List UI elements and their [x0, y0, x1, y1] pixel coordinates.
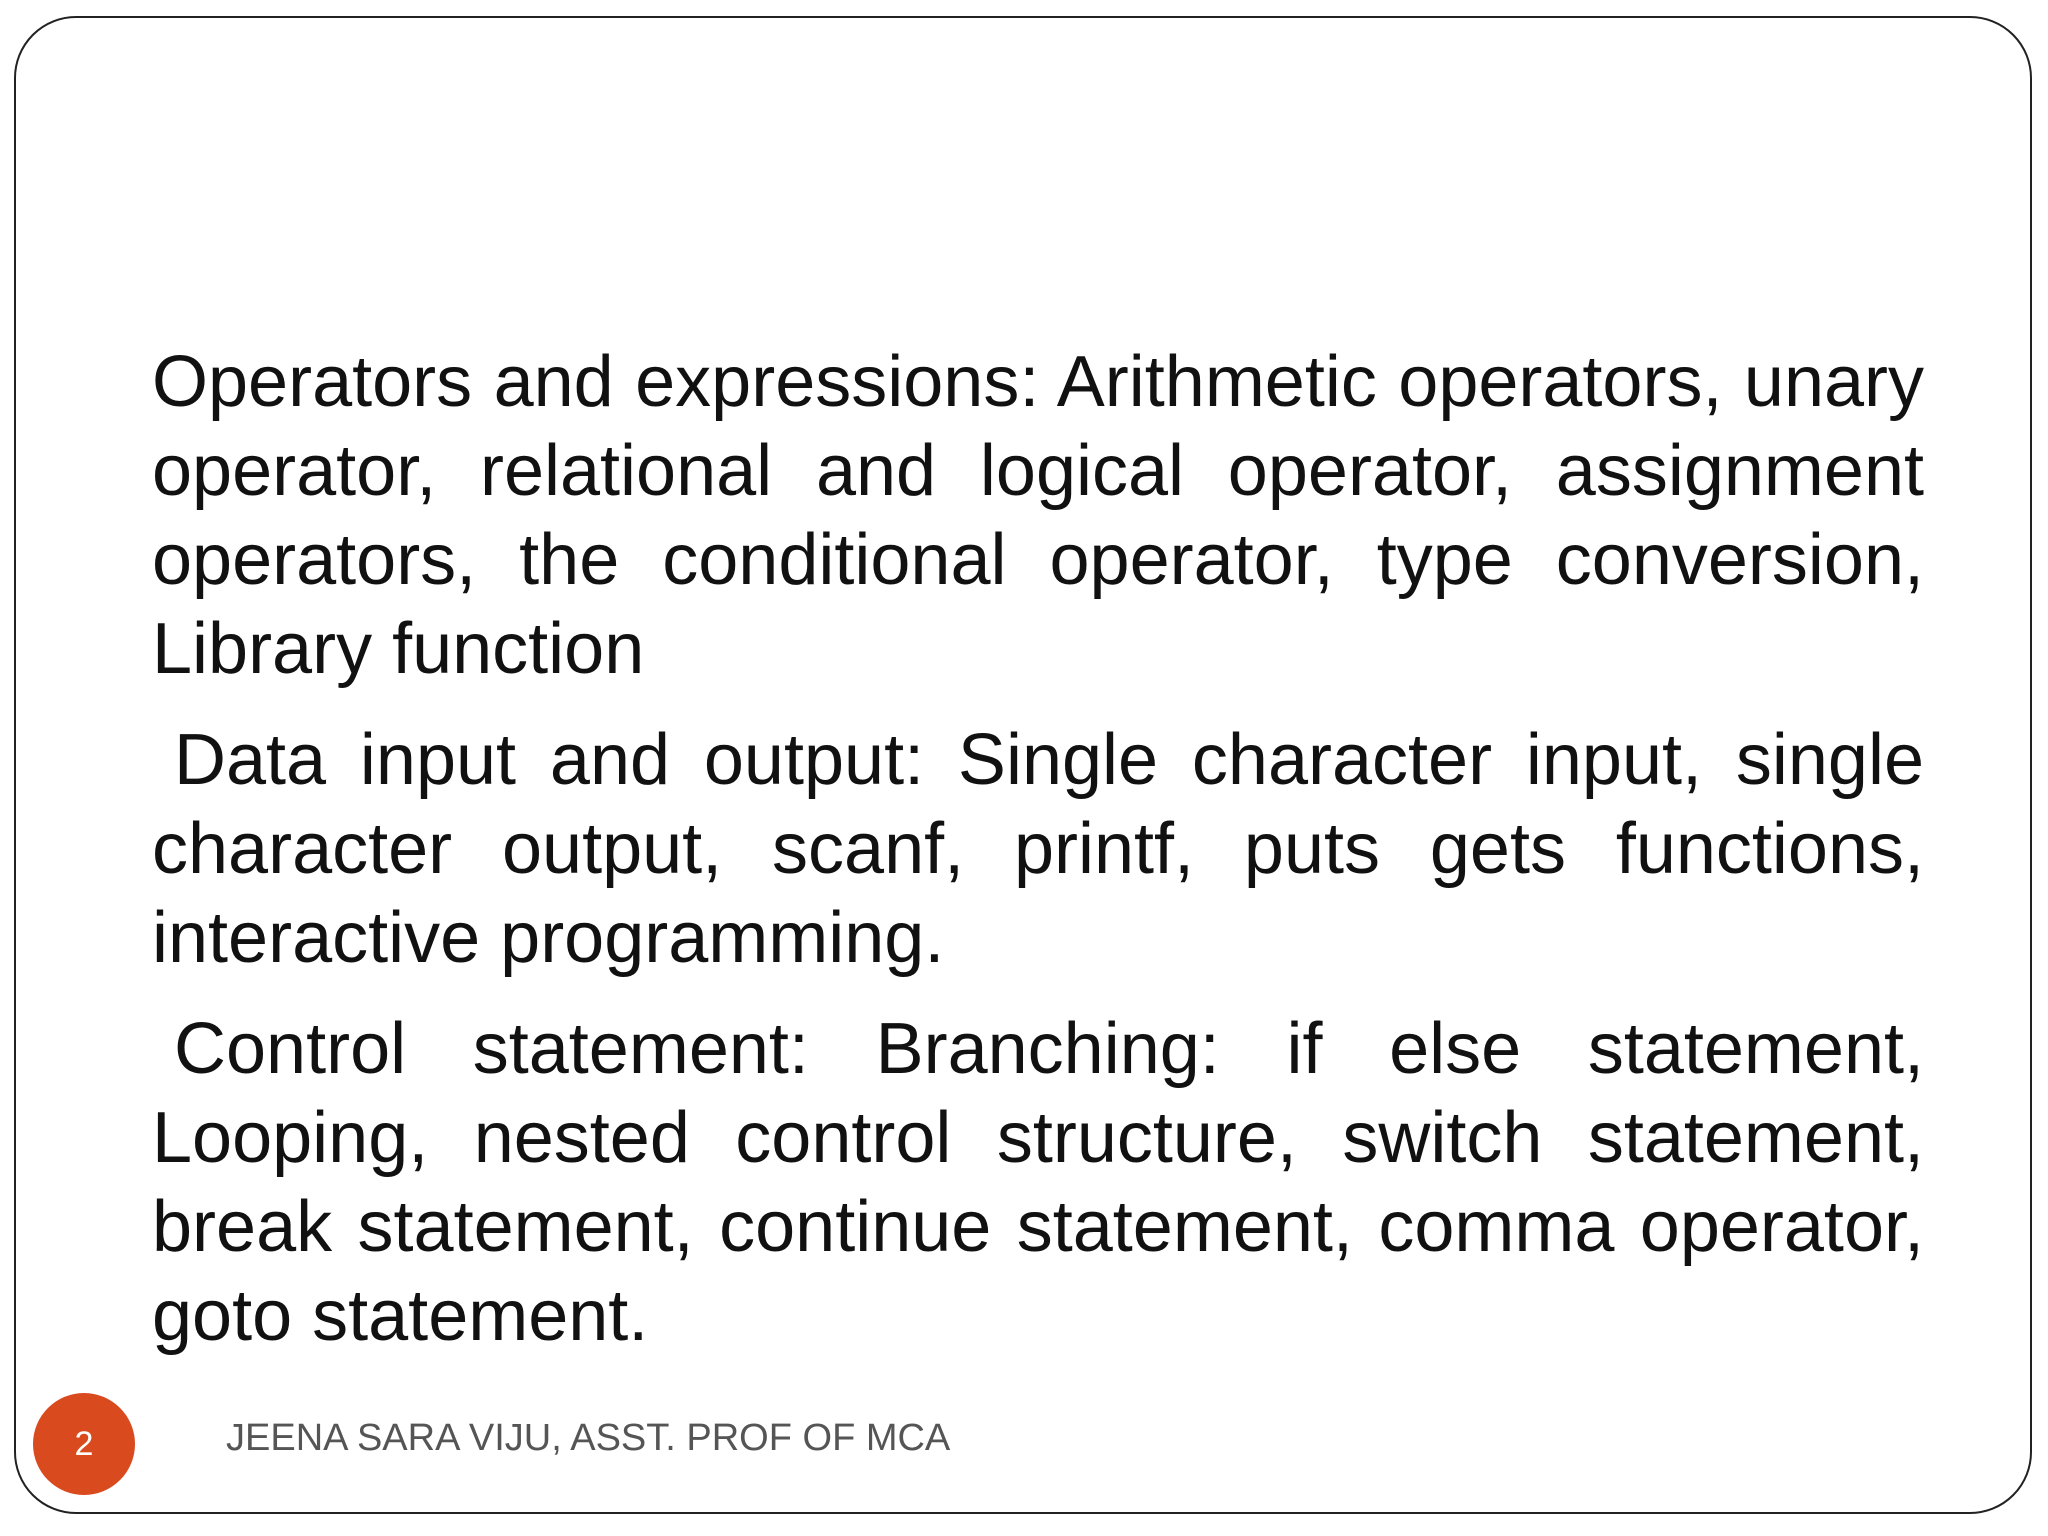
page-number-badge: 2 — [33, 1393, 135, 1495]
paragraph-data-io: Data input and output: Single character input, single character output, scanf, printf, puts gets functions, interactive programming. — [152, 720, 1924, 978]
paragraph-operators: Operators and expressions: Arithmetic operators, unary operator, relational and logical operator, assignment operators, the conditional operator, type conversion, Library function — [152, 342, 1924, 689]
slide-body — [152, 338, 1924, 1383]
paragraph-control-statement: Control statement: Branching: if else statement, Looping, nested control structure, switch statement, break statement, continue statement, comma operator, goto statement. — [152, 1009, 1924, 1356]
footer-author: JEENA SARA VIJU, ASST. PROF OF MCA — [226, 1417, 951, 1459]
